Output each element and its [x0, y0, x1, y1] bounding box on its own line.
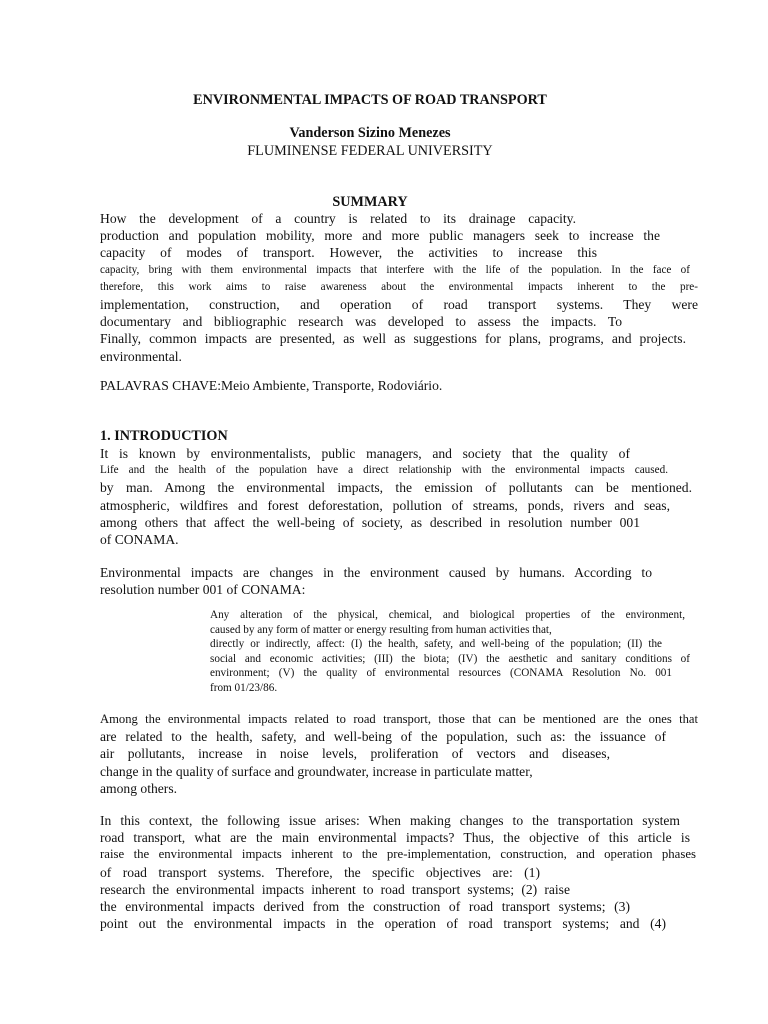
paragraph-line: point out the environmental impacts in the operation of road transport systems; and (4): [100, 916, 666, 932]
paragraph-line: among others.: [100, 780, 178, 796]
intro-paragraph-2: [100, 564, 698, 598]
quote-line: social and economic activities; (III) the biota; (IV) the aesthetic and sanitary conditions of: [210, 652, 690, 665]
intro-paragraph-3: [100, 711, 698, 797]
summary-line: capacity of modes of transport. However, the activities to increase this: [100, 245, 597, 261]
paragraph-line: are related to the health, safety, and well-being of the population, such as: the issuance of: [100, 729, 666, 745]
section-heading-introduction: 1. INTRODUCTION: [100, 428, 228, 444]
paragraph-line: air pollutants, increase in noise levels, proliferation of vectors and diseases,: [100, 746, 610, 762]
university-name: FLUMINENSE FEDERAL UNIVERSITY: [247, 143, 493, 159]
paragraph-line: It is known by environmentalists, public managers, and society that the quality of: [100, 446, 630, 461]
paragraph-line: atmospheric, wildfires and forest deforestation, pollution of streams, ponds, rivers and seas,: [100, 497, 670, 513]
keywords: PALAVRAS CHAVE:Meio Ambiente, Transporte, Rodoviário.: [100, 378, 443, 393]
paragraph-line: In this context, the following issue arises: When making changes to the transportation system: [100, 813, 680, 828]
summary-heading: SUMMARY: [332, 194, 408, 210]
summary-line: documentary and bibliographic research was developed to assess the impacts. To: [100, 314, 622, 330]
intro-paragraph-1: [100, 445, 698, 548]
paragraph-line: raise the environmental impacts inherent to the pre-implementation, construction, and operation phases: [100, 847, 696, 862]
paragraph-line: the environmental impacts derived from the construction of road transport systems; (3): [100, 899, 630, 915]
summary-line: Finally, common impacts are presented, as well as suggestions for plans, programs, and projects.: [100, 331, 686, 347]
paragraph-line: among others that affect the well-being of society, as described in resolution number 001: [100, 514, 640, 530]
summary-line: implementation, construction, and operation of road transport systems. They were: [100, 297, 698, 313]
quote-line: Any alteration of the physical, chemical, and biological properties of the environment,: [210, 609, 685, 621]
author-name: Vanderson Sizino Menezes: [289, 125, 451, 141]
summary-line: production and population mobility, more and more public managers seek to increase the: [100, 228, 660, 244]
paragraph-line: of road transport systems. Therefore, the specific objectives are: (1): [100, 864, 540, 880]
quote-line: caused by any form of matter or energy resulting from human activities that,: [210, 623, 552, 636]
summary-paragraph: [100, 210, 698, 365]
intro-paragraph-4: [100, 812, 698, 932]
paragraph-line: Among the environmental impacts related to road transport, those that can be mentioned are the ones that: [100, 712, 698, 726]
paragraph-line: change in the quality of surface and groundwater, increase in particulate matter,: [100, 763, 533, 779]
conama-quote: [210, 608, 690, 696]
summary-line: environmental.: [100, 348, 182, 364]
paragraph-line: of CONAMA.: [100, 532, 179, 548]
paragraph-line: research the environmental impacts inherent to road transport systems; (2) raise: [100, 881, 570, 897]
quote-line: directly or indirectly, affect: (I) the health, safety, and well-being of the population; (II) the: [210, 638, 662, 651]
paragraph-line: by man. Among the environmental impacts, the emission of pollutants can be mentioned.: [100, 480, 692, 496]
quote-line: environment; (V) the quality of environmental resources (CONAMA Resolution No. 001: [210, 667, 672, 680]
paragraph-line: Environmental impacts are changes in the environment caused by humans. According to: [100, 565, 652, 580]
summary-line: therefore, this work aims to raise awareness about the environmental impacts inherent to the pre-: [100, 280, 698, 293]
summary-line: capacity, bring with them environmental impacts that interfere with the life of the population. In the face of: [100, 263, 690, 276]
summary-line: How the development of a country is related to its drainage capacity.: [100, 211, 576, 226]
quote-line: from 01/23/86.: [210, 681, 278, 694]
paragraph-line: road transport, what are the main environmental impacts? Thus, the objective of this article is: [100, 830, 690, 846]
paragraph-line: resolution number 001 of CONAMA:: [100, 582, 306, 598]
document-title: ENVIRONMENTAL IMPACTS OF ROAD TRANSPORT: [193, 92, 547, 108]
paragraph-line: Life and the health of the population have a direct relationship with the environmental impacts caused.: [100, 464, 668, 477]
